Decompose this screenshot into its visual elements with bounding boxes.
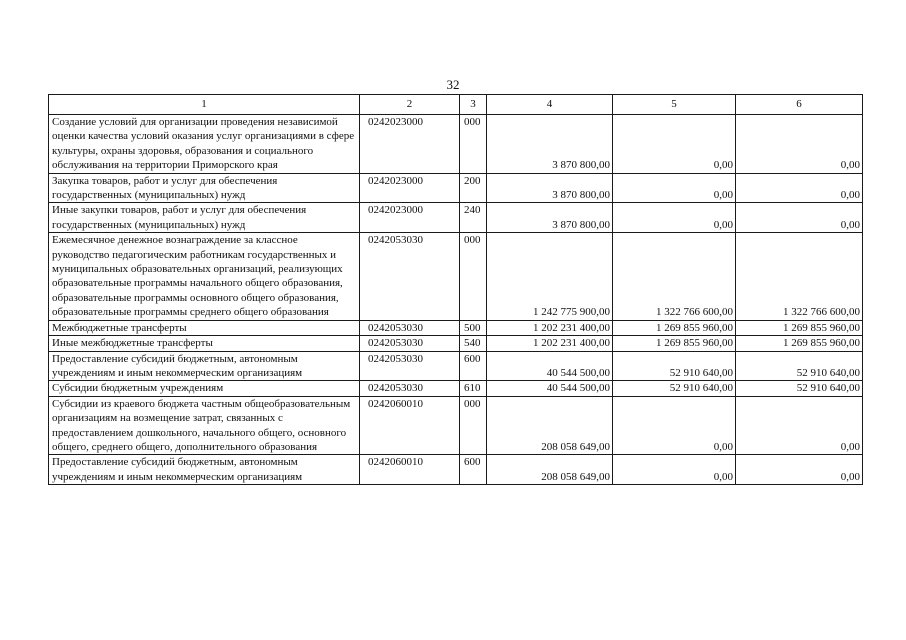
item-name: Ежемесячное денежное вознаграждение за классное руководство педагогическим работникам государственных и муниципальных образовательных организаций, реализующих образовательные программы начального общего образования, образовательные программы основного общего образования, образовательные программы среднего общего образования <box>49 233 360 320</box>
expense-type-code: 600 <box>460 455 487 485</box>
target-code: 0242060010 <box>360 455 460 485</box>
amount-col-4: 40 544 500,00 <box>487 381 613 396</box>
amount-col-6: 52 910 640,00 <box>736 351 863 381</box>
target-code: 0242060010 <box>360 396 460 455</box>
item-name: Иные закупки товаров, работ и услуг для обеспечения государственных (муниципальных) нужд <box>49 203 360 233</box>
expense-type-code: 240 <box>460 203 487 233</box>
target-code: 0242023000 <box>360 173 460 203</box>
expense-type-code: 500 <box>460 320 487 335</box>
target-code: 0242053030 <box>360 351 460 381</box>
table-row <box>49 115 863 174</box>
table-row <box>49 233 863 320</box>
page-number: 32 <box>446 77 460 92</box>
target-code: 0242053030 <box>360 381 460 396</box>
amount-col-5: 0,00 <box>613 396 736 455</box>
amount-col-5: 52 910 640,00 <box>613 351 736 381</box>
amount-col-5: 52 910 640,00 <box>613 381 736 396</box>
expense-type-code: 610 <box>460 381 487 396</box>
target-code: 0242053030 <box>360 336 460 351</box>
amount-col-6: 0,00 <box>736 173 863 203</box>
item-name: Создание условий для организации проведения независимой оценки качества условий оказания услуг организациями в сфере культуры, охраны здоровья, образования и социального обслуживания на территории Приморского края <box>49 115 360 174</box>
item-name: Межбюджетные трансферты <box>49 320 360 335</box>
amount-col-4: 3 870 800,00 <box>487 115 613 174</box>
column-header: 3 <box>460 95 487 115</box>
table-row <box>49 320 863 335</box>
amount-col-5: 1 269 855 960,00 <box>613 320 736 335</box>
item-name: Закупка товаров, работ и услуг для обеспечения государственных (муниципальных) нужд <box>49 173 360 203</box>
column-header: 4 <box>487 95 613 115</box>
item-name: Предоставление субсидий бюджетным, автономным учреждениям и иным некоммерческим организациям <box>49 455 360 485</box>
amount-col-6: 0,00 <box>736 203 863 233</box>
table-row <box>49 381 863 396</box>
amount-col-5: 0,00 <box>613 455 736 485</box>
amount-col-5: 0,00 <box>613 115 736 174</box>
amount-col-5: 0,00 <box>613 173 736 203</box>
item-name: Предоставление субсидий бюджетным, автономным учреждениям и иным некоммерческим организациям <box>49 351 360 381</box>
expense-type-code: 000 <box>460 233 487 320</box>
expense-type-code: 000 <box>460 396 487 455</box>
amount-col-5: 1 322 766 600,00 <box>613 233 736 320</box>
amount-col-4: 208 058 649,00 <box>487 455 613 485</box>
expense-type-code: 600 <box>460 351 487 381</box>
amount-col-4: 3 870 800,00 <box>487 203 613 233</box>
amount-col-6: 0,00 <box>736 396 863 455</box>
target-code: 0242023000 <box>360 115 460 174</box>
amount-col-4: 40 544 500,00 <box>487 351 613 381</box>
amount-col-4: 1 242 775 900,00 <box>487 233 613 320</box>
target-code: 0242053030 <box>360 320 460 335</box>
amount-col-5: 0,00 <box>613 203 736 233</box>
expense-type-code: 000 <box>460 115 487 174</box>
amount-col-4: 1 202 231 400,00 <box>487 336 613 351</box>
amount-col-6: 0,00 <box>736 115 863 174</box>
expense-type-code: 540 <box>460 336 487 351</box>
header-row <box>49 95 863 115</box>
target-code: 0242023000 <box>360 203 460 233</box>
amount-col-5: 1 269 855 960,00 <box>613 336 736 351</box>
table-row <box>49 173 863 203</box>
amount-col-4: 208 058 649,00 <box>487 396 613 455</box>
item-name: Субсидии бюджетным учреждениям <box>49 381 360 396</box>
item-name: Иные межбюджетные трансферты <box>49 336 360 351</box>
item-name: Субсидии из краевого бюджета частным общеобразовательным организациям на возмещение затрат, связанных с предоставлением дошкольного, начального общего, основного общего, среднего общего, дополнительного образования <box>49 396 360 455</box>
table-row <box>49 336 863 351</box>
table-row <box>49 455 863 485</box>
amount-col-6: 0,00 <box>736 455 863 485</box>
table-row <box>49 396 863 455</box>
amount-col-6: 1 269 855 960,00 <box>736 320 863 335</box>
column-header: 6 <box>736 95 863 115</box>
expense-type-code: 200 <box>460 173 487 203</box>
amount-col-6: 1 269 855 960,00 <box>736 336 863 351</box>
column-header: 5 <box>613 95 736 115</box>
column-header: 1 <box>49 95 360 115</box>
amount-col-6: 1 322 766 600,00 <box>736 233 863 320</box>
amount-col-4: 1 202 231 400,00 <box>487 320 613 335</box>
amount-col-4: 3 870 800,00 <box>487 173 613 203</box>
target-code: 0242053030 <box>360 233 460 320</box>
budget-table <box>48 94 863 485</box>
table-row <box>49 203 863 233</box>
column-header: 2 <box>360 95 460 115</box>
table-row <box>49 351 863 381</box>
amount-col-6: 52 910 640,00 <box>736 381 863 396</box>
